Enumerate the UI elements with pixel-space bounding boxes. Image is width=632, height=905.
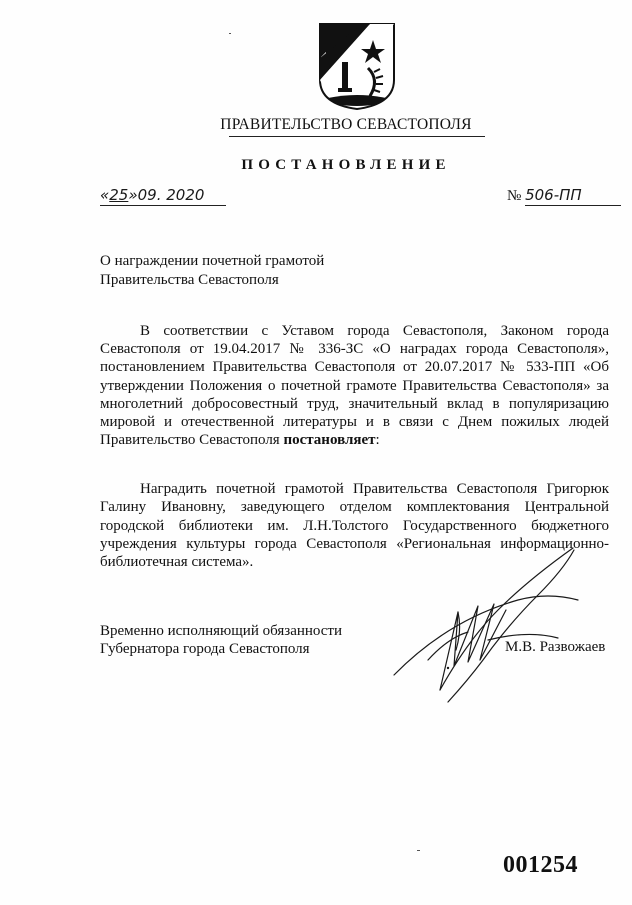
scan-speck bbox=[229, 33, 231, 34]
signatory-title bbox=[100, 622, 342, 658]
document-date bbox=[100, 186, 226, 206]
subject bbox=[100, 252, 324, 290]
date-rest: 09. 2020 bbox=[137, 186, 205, 204]
header-rule bbox=[229, 136, 485, 137]
subject-line-2: Правительства Севастополя bbox=[100, 272, 279, 288]
paragraph-1-bold: постановляет bbox=[283, 432, 376, 449]
government-name: ПРАВИТЕЛЬСТВО СЕВАСТОПОЛЯ bbox=[220, 116, 472, 133]
date-field bbox=[100, 186, 226, 206]
paragraph-1-text: В соответствии с Уставом города Севастополя, Законом города Севастополя от 19.04.2017 № 336-ЗС «О наградах города Севастополя», постановлением Правительства Севастополя от 20.07.2017 № 533-ПП «Об утверждении Положения о почетной грамоте Правительства Севастополя» за многолетний добросовестный труд, значительный вклад в популяризацию мировой и отечественной литературы и в связи с Днем пожилых людей Правительство Севастополя bbox=[100, 323, 609, 449]
date-open-quote: « bbox=[100, 186, 110, 204]
signatory-title-line-1: Временно исполняющий обязанности bbox=[100, 623, 343, 639]
subject-line-1: О награждении почетной грамотой bbox=[100, 253, 325, 269]
number-value: 506-ПП bbox=[525, 186, 582, 204]
scan-speck bbox=[417, 850, 420, 851]
signatory-title-line-2: Губернатора города Севастополя bbox=[100, 641, 310, 657]
number-field bbox=[525, 186, 621, 206]
document-type-title: ПОСТАНОВЛЕНИЕ bbox=[241, 157, 451, 173]
serial-number: 001254 bbox=[503, 852, 578, 878]
signatory-name: М.В. Развожаев bbox=[505, 639, 606, 655]
sevastopol-coat-of-arms-icon bbox=[318, 22, 396, 110]
body-paragraph-2: Наградить почетной грамотой Правительства Севастополя Григорюк Галину Ивановну, заведующего отделом комплектования Центральной городской библиотеки им. Л.Н.Толстого Государственного бюджетного учреждения культуры города Севастополя «Региональная информационно-библиотечная система». bbox=[100, 481, 609, 571]
date-close-quote: » bbox=[128, 186, 138, 204]
handwritten-signature bbox=[388, 540, 588, 710]
date-day: 25 bbox=[109, 186, 129, 204]
body-paragraph-1 bbox=[100, 322, 609, 449]
document-number bbox=[507, 186, 621, 206]
number-label: № bbox=[507, 188, 522, 204]
paragraph-1-end: : bbox=[375, 432, 380, 449]
